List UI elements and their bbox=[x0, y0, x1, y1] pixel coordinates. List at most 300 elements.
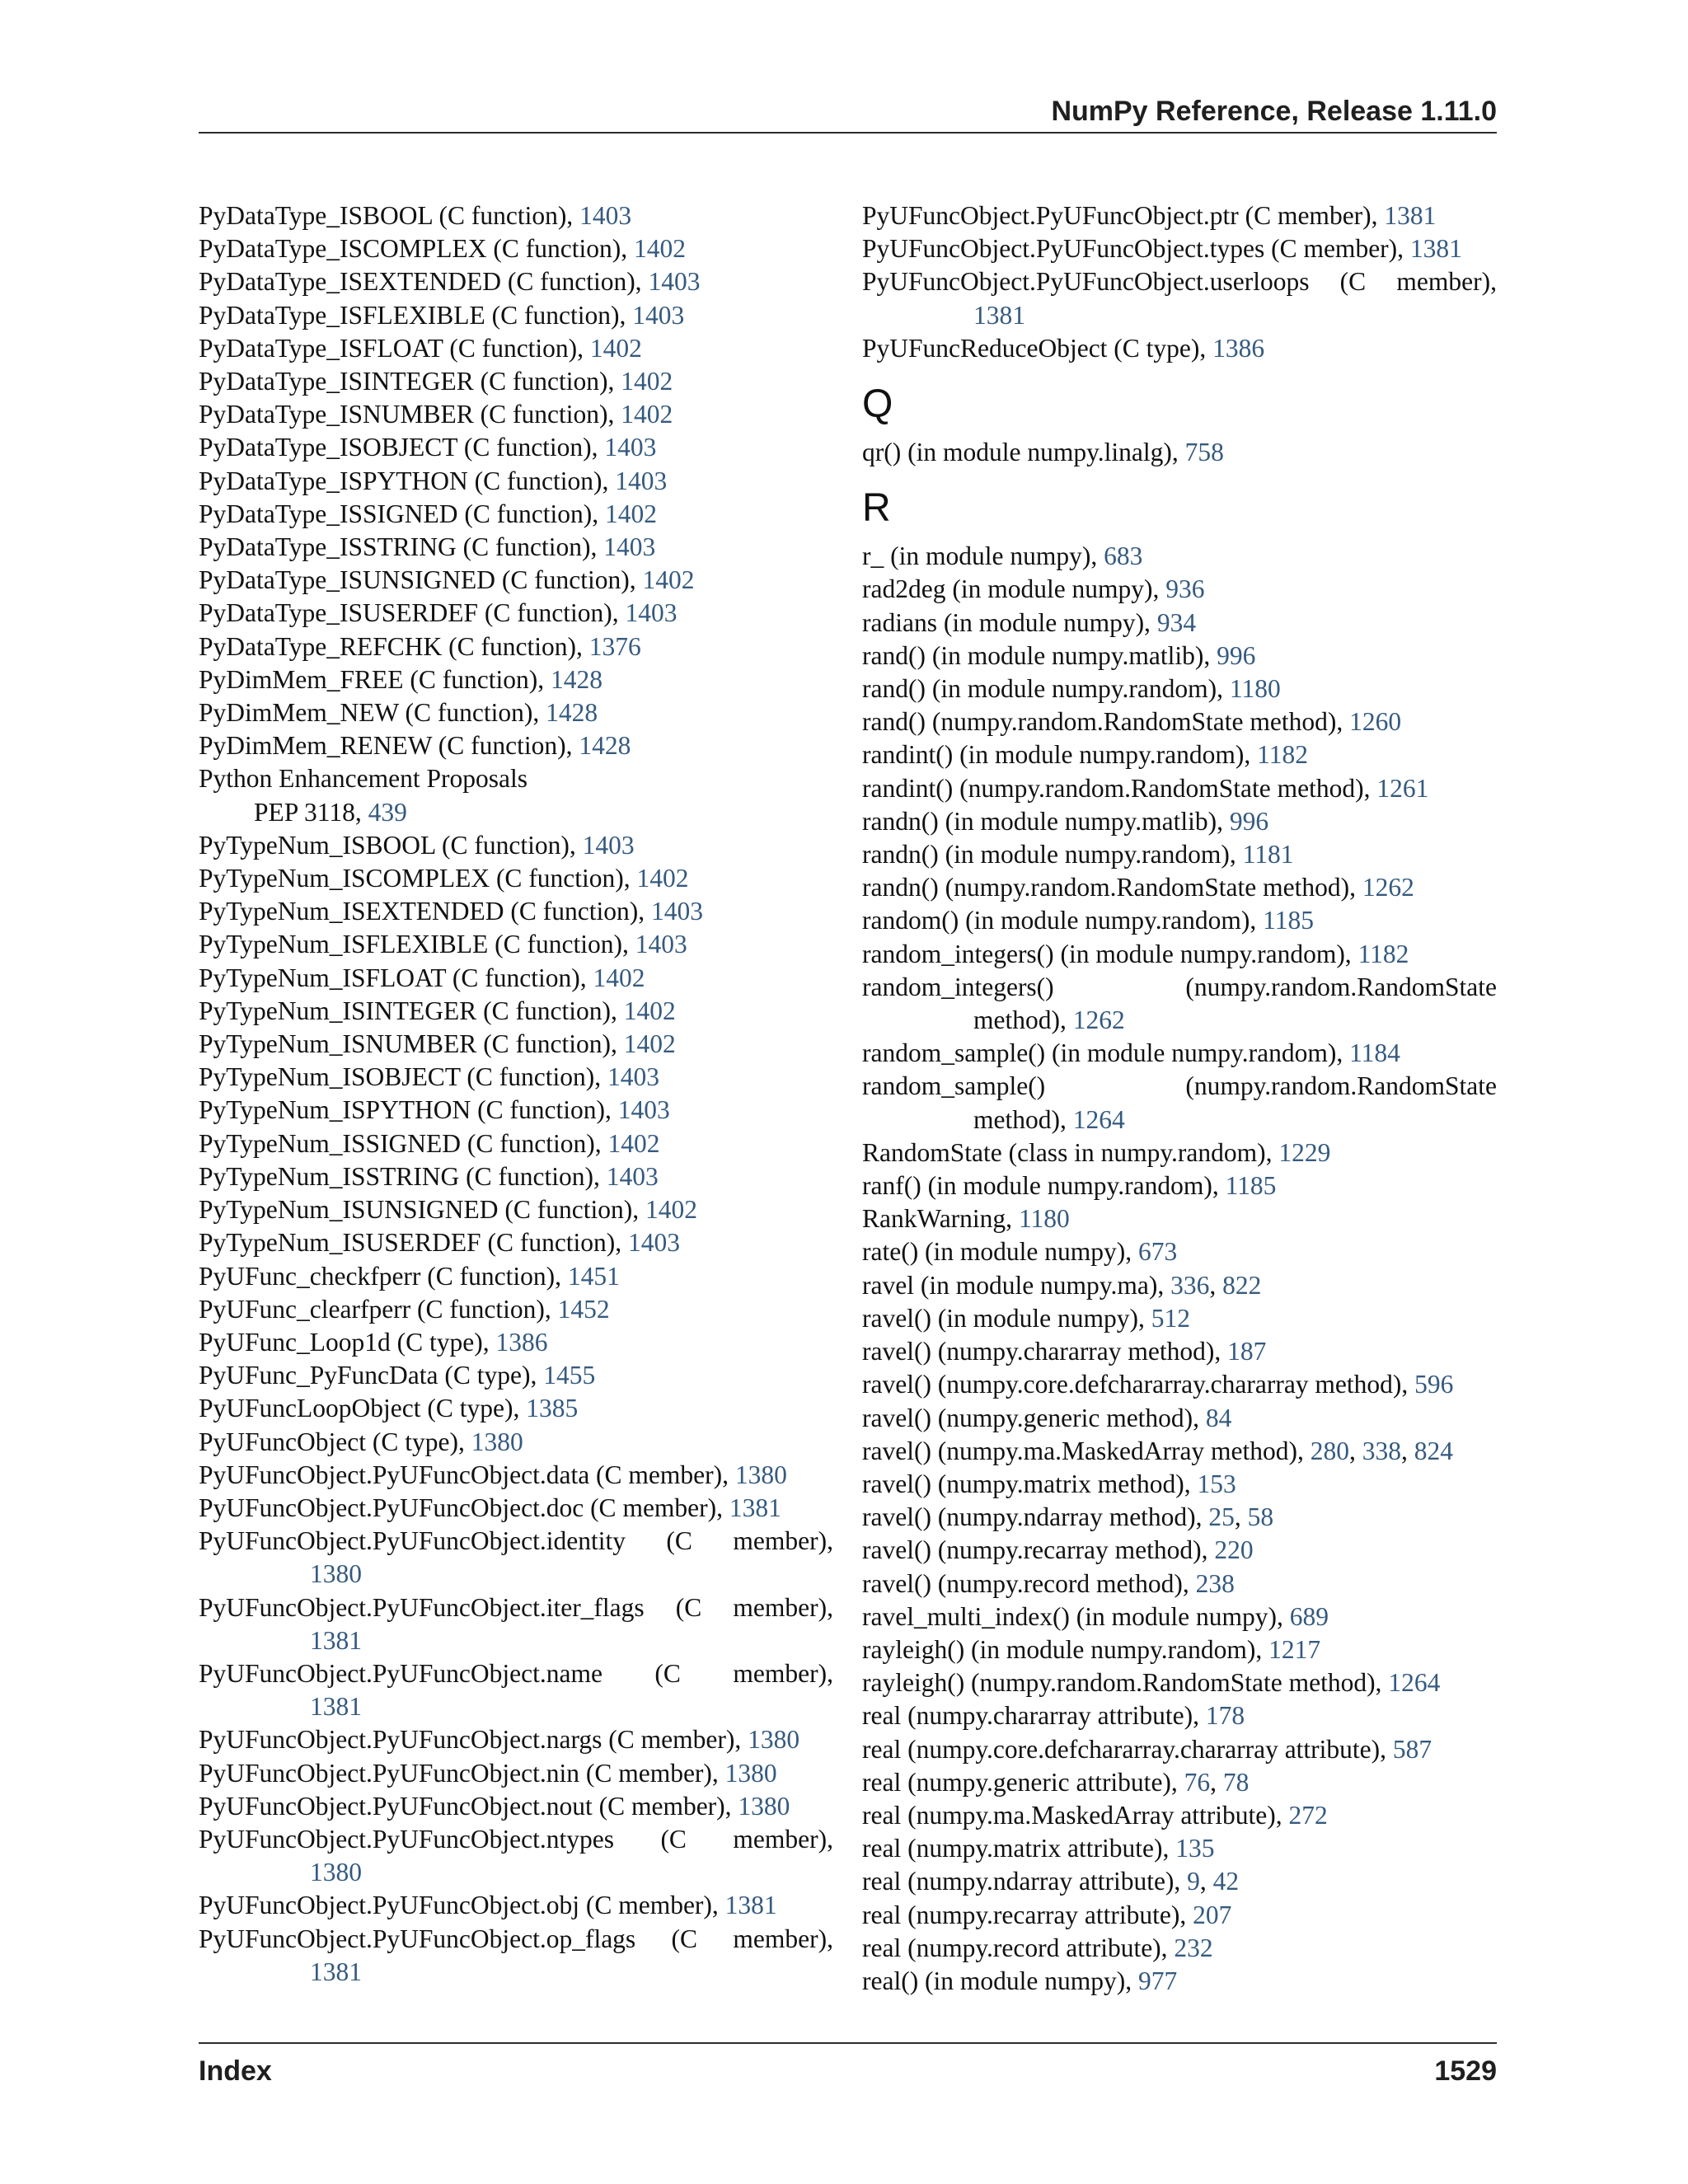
index-entry-term: PyUFuncObject.PyUFuncObject.ntypes (C member), bbox=[199, 1824, 833, 1854]
index-entry bbox=[862, 673, 1497, 705]
index-entry-term: PyUFuncObject.PyUFuncObject.obj (C member), bbox=[199, 1891, 725, 1920]
index-entry-term: PyDataType_ISUSERDEF (C function), bbox=[199, 598, 626, 628]
index-entry-term: random() (in module numpy.random), bbox=[862, 906, 1264, 935]
index-entry-term: radians (in module numpy), bbox=[862, 607, 1157, 637]
page-reference-link[interactable]: 232 bbox=[1174, 1933, 1213, 1962]
index-entry-term: Python Enhancement Proposals bbox=[199, 764, 528, 794]
page-reference-link[interactable]: 1403 bbox=[604, 433, 657, 462]
page-reference-link[interactable]: 1385 bbox=[526, 1394, 579, 1423]
page-reference-link[interactable]: 1381 bbox=[1384, 201, 1437, 230]
page-reference-link[interactable]: 1402 bbox=[604, 499, 657, 528]
page-reference-link[interactable]: 1402 bbox=[593, 963, 645, 992]
page-reference-link[interactable]: 1403 bbox=[603, 532, 656, 562]
index-entry-term: PyTypeNum_ISUNSIGNED (C function), bbox=[199, 1195, 646, 1225]
index-entry bbox=[862, 1169, 1497, 1202]
page-reference-link[interactable]: 1381 bbox=[310, 1957, 362, 1986]
page-reference-link[interactable]: 178 bbox=[1205, 1701, 1245, 1731]
page-reference-link[interactable]: 187 bbox=[1227, 1337, 1267, 1366]
page-reference-link[interactable]: 1402 bbox=[623, 996, 676, 1025]
index-entry bbox=[199, 265, 833, 298]
index-entry bbox=[199, 762, 833, 795]
index-entry bbox=[862, 838, 1497, 871]
index-entry bbox=[862, 232, 1497, 265]
index-entry bbox=[199, 796, 833, 829]
page-reference-link[interactable]: 1380 bbox=[748, 1725, 800, 1755]
index-entry bbox=[862, 436, 1497, 469]
index-entry bbox=[862, 1965, 1497, 1998]
index-entry-term: random_sample() (numpy.random.RandomState bbox=[862, 1071, 1497, 1101]
index-letter-heading: Q bbox=[862, 382, 893, 427]
index-entry-term: PyDataType_ISCOMPLEX (C function), bbox=[199, 234, 634, 264]
index-entry: ravel() (numpy.ma.MaskedArray method), 280, 338, 824 bbox=[862, 1436, 1454, 1465]
index-entry-term: PyTypeNum_ISSIGNED (C function), bbox=[199, 1128, 608, 1158]
page-reference-link[interactable]: 822 bbox=[1222, 1270, 1262, 1300]
page-reference-link[interactable]: 1260 bbox=[1349, 707, 1402, 737]
index-entry: ravel (in module numpy.ma), 336, 822 bbox=[862, 1270, 1262, 1300]
index-entry-term: PyUFuncObject.PyUFuncObject.op_flags (C member), bbox=[199, 1924, 833, 1953]
index-entry-term: PyTypeNum_ISCOMPLEX (C function), bbox=[199, 864, 637, 893]
footer-section-name: Index bbox=[199, 2055, 272, 2087]
index-entry-term: random_integers() (numpy.random.RandomState bbox=[862, 972, 1497, 1001]
index-entry-term: PyUFunc_checkfperr (C function), bbox=[199, 1261, 568, 1291]
page-reference-link[interactable]: 1381 bbox=[724, 1891, 777, 1920]
index-entry: real (numpy.generic attribute), 76, 78 bbox=[862, 1767, 1250, 1797]
page-reference-link[interactable]: 1217 bbox=[1268, 1634, 1321, 1664]
page-reference-link[interactable]: 1403 bbox=[617, 1095, 670, 1125]
index-entry-term: PyDimMem_NEW (C function), bbox=[199, 698, 546, 728]
index-entry bbox=[862, 1302, 1497, 1335]
index-entry-term: ravel() (in module numpy), bbox=[862, 1303, 1151, 1333]
page-reference-link[interactable]: 58 bbox=[1247, 1502, 1274, 1532]
page-reference-link[interactable]: 1381 bbox=[729, 1493, 781, 1522]
index-entry bbox=[862, 705, 1497, 738]
index-entry-term: RandomState (class in numpy.random), bbox=[862, 1137, 1279, 1167]
index-entry-term: rayleigh() (in module numpy.random), bbox=[862, 1634, 1269, 1664]
index-entry bbox=[862, 971, 1497, 1004]
page-reference-link[interactable]: 220 bbox=[1214, 1535, 1254, 1565]
page-reference-link[interactable]: 1182 bbox=[1257, 740, 1308, 770]
index-entry-term: PyUFunc_PyFuncData (C type), bbox=[199, 1361, 544, 1390]
page-reference-link[interactable]: 1262 bbox=[1072, 1005, 1125, 1035]
page-reference-link[interactable]: 1181 bbox=[1242, 840, 1294, 869]
index-entry-term: ravel() (numpy.chararray method), bbox=[862, 1337, 1228, 1366]
index-entry-term: ravel() (numpy.recarray method), bbox=[862, 1535, 1215, 1565]
index-entry bbox=[199, 1293, 833, 1326]
index-entry-term: PyDataType_ISFLEXIBLE (C function), bbox=[199, 300, 633, 330]
page-reference-link[interactable]: 1261 bbox=[1376, 773, 1429, 803]
index-entry bbox=[862, 1004, 1497, 1037]
index-entry bbox=[862, 1899, 1497, 1932]
index-entry bbox=[199, 1160, 833, 1193]
index-entry-term: PyDataType_ISPYTHON (C function), bbox=[199, 466, 616, 495]
index-entry-term: PyUFuncObject.PyUFuncObject.nargs (C member), bbox=[199, 1725, 748, 1755]
index-entry bbox=[199, 332, 833, 365]
page-reference-link[interactable]: 1402 bbox=[645, 1195, 698, 1225]
page-reference-link[interactable]: 1380 bbox=[310, 1559, 362, 1589]
index-entry-term: PyUFuncObject.PyUFuncObject.data (C member), bbox=[199, 1460, 735, 1489]
index-entry bbox=[862, 1699, 1497, 1732]
page-reference-link[interactable]: 689 bbox=[1289, 1601, 1329, 1631]
page-reference-link[interactable]: 1180 bbox=[1229, 674, 1281, 704]
index-entry-term: PyDataType_ISOBJECT (C function), bbox=[199, 433, 605, 462]
page-reference-link[interactable]: 1185 bbox=[1225, 1171, 1277, 1201]
page-reference-link[interactable]: 207 bbox=[1193, 1900, 1232, 1929]
index-entry bbox=[199, 597, 833, 630]
page-reference-link[interactable]: 1381 bbox=[310, 1625, 362, 1655]
page-reference-link[interactable]: 1182 bbox=[1357, 939, 1409, 968]
page-reference-link[interactable]: 1403 bbox=[606, 1161, 659, 1191]
index-entry-term: real() (in module numpy), bbox=[862, 1966, 1139, 1995]
page-reference-link[interactable]: 1386 bbox=[495, 1327, 548, 1357]
index-entry bbox=[199, 1492, 833, 1525]
index-entry bbox=[199, 1923, 833, 1956]
index-entry bbox=[862, 938, 1497, 971]
page-reference-link[interactable]: 1402 bbox=[642, 565, 695, 595]
index-entry-term: PyUFunc_Loop1d (C type), bbox=[199, 1327, 496, 1357]
index-entry bbox=[199, 729, 833, 762]
page-reference-link[interactable]: 1402 bbox=[621, 400, 673, 429]
index-entry bbox=[862, 1799, 1497, 1832]
page-reference-link[interactable]: 1402 bbox=[621, 367, 673, 396]
page-reference-link[interactable]: 1402 bbox=[623, 1029, 676, 1059]
index-entry bbox=[199, 1956, 833, 1989]
index-entry-term: rad2deg (in module numpy), bbox=[862, 574, 1166, 604]
index-entry-term: r_ (in module numpy), bbox=[862, 541, 1104, 571]
index-entry bbox=[862, 1037, 1497, 1070]
index-entry bbox=[199, 696, 833, 729]
index-entry-term: ravel() (numpy.ma.MaskedArray method), bbox=[862, 1436, 1311, 1465]
index-entry-term: real (numpy.ma.MaskedArray attribute), bbox=[862, 1800, 1289, 1830]
index-entry-term: PyUFuncObject.PyUFuncObject.ptr (C member), bbox=[862, 201, 1385, 230]
index-entry-term: real (numpy.record attribute), bbox=[862, 1933, 1175, 1962]
page-reference-link[interactable]: 1380 bbox=[724, 1758, 777, 1788]
index-entry bbox=[199, 1690, 833, 1723]
page-reference-link[interactable]: 25 bbox=[1208, 1502, 1235, 1532]
index-entry bbox=[862, 772, 1497, 805]
page-reference-link[interactable]: 336 bbox=[1170, 1270, 1210, 1300]
page-reference-link[interactable]: 1403 bbox=[648, 267, 701, 297]
index-entry-term: PyDataType_ISSTRING (C function), bbox=[199, 532, 604, 562]
page-reference-link[interactable]: 1402 bbox=[636, 864, 689, 893]
index-entry-term: PyDataType_ISNUMBER (C function), bbox=[199, 400, 621, 429]
index-entry bbox=[862, 1932, 1497, 1965]
index-entry bbox=[862, 299, 1497, 332]
page-reference-link[interactable]: 1403 bbox=[635, 930, 687, 959]
index-entry-term: real (numpy.ndarray attribute), bbox=[862, 1867, 1188, 1896]
index-entry-term: PyDataType_REFCHK (C function), bbox=[199, 631, 589, 661]
index-entry-term: randn() (in module numpy.random), bbox=[862, 840, 1243, 869]
index-entry-term: ravel() (numpy.core.defchararray.chararray method), bbox=[862, 1370, 1415, 1399]
page-reference-link[interactable]: 84 bbox=[1205, 1403, 1232, 1432]
page-reference-link[interactable]: 758 bbox=[1184, 438, 1224, 467]
page-reference-link[interactable]: 1403 bbox=[579, 201, 632, 230]
index-entry-term: PyUFuncObject (C type), bbox=[199, 1427, 471, 1456]
page-reference-link[interactable]: 1185 bbox=[1263, 906, 1314, 935]
page-reference-link[interactable]: 1428 bbox=[579, 731, 631, 761]
index-entry-term: randint() (numpy.random.RandomState method), bbox=[862, 773, 1377, 803]
index-entry bbox=[199, 1624, 833, 1657]
index-entry-term: PyDataType_ISFLOAT (C function), bbox=[199, 333, 590, 363]
page-reference-link[interactable]: 1403 bbox=[625, 598, 678, 628]
page-reference-link[interactable]: 1264 bbox=[1072, 1104, 1125, 1134]
page-reference-link[interactable]: 1184 bbox=[1349, 1038, 1400, 1068]
index-entry-term: randn() (numpy.random.RandomState method), bbox=[862, 873, 1362, 902]
index-entry bbox=[199, 1359, 833, 1392]
page-reference-link[interactable]: 78 bbox=[1222, 1767, 1250, 1797]
page-reference-link[interactable]: 1402 bbox=[634, 234, 686, 264]
page-reference-link[interactable]: 272 bbox=[1288, 1800, 1328, 1830]
index-entry-term: ravel() (numpy.record method), bbox=[862, 1568, 1196, 1598]
index-entry-term: PyTypeNum_ISUSERDEF (C function), bbox=[199, 1228, 629, 1258]
page-reference-link[interactable]: 1451 bbox=[567, 1261, 620, 1291]
index-entry-term: PEP 3118, bbox=[254, 797, 368, 827]
index-column-right bbox=[862, 199, 1497, 1998]
index-entry-term: PyTypeNum_ISPYTHON (C function), bbox=[199, 1095, 618, 1125]
index-entry bbox=[862, 1104, 1497, 1137]
index-entry bbox=[199, 398, 833, 431]
page-reference-link[interactable]: 596 bbox=[1414, 1370, 1454, 1399]
index-column-left bbox=[199, 199, 833, 1989]
index-entry-term: PyUFuncLoopObject (C type), bbox=[199, 1394, 527, 1423]
page-reference-link[interactable]: 280 bbox=[1310, 1436, 1350, 1465]
index-entry-term: PyUFuncObject.PyUFuncObject.doc (C member), bbox=[199, 1493, 729, 1522]
page-reference-link[interactable]: 1180 bbox=[1018, 1204, 1070, 1234]
index-entry bbox=[862, 640, 1497, 673]
page-reference-link[interactable]: 1402 bbox=[607, 1128, 660, 1158]
page-reference-link[interactable]: 1403 bbox=[615, 466, 668, 495]
page-reference-link[interactable]: 1262 bbox=[1362, 873, 1414, 902]
index-entry bbox=[199, 564, 833, 597]
index-entry bbox=[199, 663, 833, 696]
index-entry bbox=[862, 1568, 1497, 1601]
page-reference-link[interactable]: 1428 bbox=[546, 698, 598, 728]
page-reference-link[interactable]: 587 bbox=[1392, 1734, 1432, 1764]
index-entry bbox=[199, 232, 833, 265]
index-entry bbox=[862, 1832, 1497, 1865]
page-reference-link[interactable]: 824 bbox=[1414, 1436, 1454, 1465]
index-entry-term: PyDataType_ISSIGNED (C function), bbox=[199, 499, 605, 528]
page-reference-link[interactable]: 153 bbox=[1197, 1469, 1236, 1498]
index-entry-term: rand() (in module numpy.random), bbox=[862, 674, 1230, 704]
index-entry bbox=[199, 630, 833, 663]
page-reference-link[interactable]: 1380 bbox=[310, 1858, 362, 1887]
index-entry-term: real (numpy.recarray attribute), bbox=[862, 1900, 1193, 1929]
index-entry bbox=[862, 573, 1497, 606]
page-reference-link[interactable]: 338 bbox=[1362, 1436, 1402, 1465]
index-entry-term: randint() (in module numpy.random), bbox=[862, 740, 1258, 770]
index-entry bbox=[862, 540, 1497, 573]
index-entry bbox=[199, 1757, 833, 1790]
index-entry: real (numpy.ndarray attribute), 9, 42 bbox=[862, 1867, 1240, 1896]
index-entry-term: PyDimMem_RENEW (C function), bbox=[199, 731, 579, 761]
index-entry bbox=[862, 1235, 1497, 1268]
index-entry bbox=[862, 738, 1497, 771]
index-entry bbox=[199, 895, 833, 928]
index-entry-term: PyTypeNum_ISBOOL (C function), bbox=[199, 830, 583, 860]
index-entry-term: rand() (numpy.random.RandomState method), bbox=[862, 707, 1350, 737]
index-entry-term: real (numpy.chararray attribute), bbox=[862, 1701, 1206, 1731]
index-entry bbox=[862, 332, 1497, 365]
index-entry-term: PyUFuncObject.PyUFuncObject.nout (C member), bbox=[199, 1791, 738, 1821]
index-entry bbox=[862, 1633, 1497, 1666]
index-entry bbox=[862, 1666, 1497, 1699]
index-entry-term: PyTypeNum_ISFLOAT (C function), bbox=[199, 963, 593, 992]
index-entry-term: PyTypeNum_ISINTEGER (C function), bbox=[199, 996, 624, 1025]
index-entry bbox=[862, 1070, 1497, 1103]
page-reference-link[interactable]: 996 bbox=[1229, 806, 1269, 836]
index-entry-term: random_integers() (in module numpy.random), bbox=[862, 939, 1358, 968]
page-reference-link[interactable]: 936 bbox=[1165, 574, 1205, 604]
index-entry-term: PyUFuncObject.PyUFuncObject.identity (C member), bbox=[199, 1526, 833, 1556]
index-entry-term: randn() (in module numpy.matlib), bbox=[862, 806, 1230, 836]
page-reference-link[interactable]: 1428 bbox=[551, 664, 603, 694]
index-entry-term: PyUFuncObject.PyUFuncObject.name (C member), bbox=[199, 1658, 833, 1688]
index-entry bbox=[199, 962, 833, 995]
index-entry bbox=[862, 1601, 1497, 1633]
index-entry bbox=[199, 862, 833, 895]
page-reference-link[interactable]: 439 bbox=[368, 797, 407, 827]
index-entry-term: random_sample() (in module numpy.random), bbox=[862, 1038, 1350, 1068]
index-entry-term: ravel() (numpy.ndarray method), bbox=[862, 1502, 1209, 1532]
page-header bbox=[199, 91, 1497, 134]
index-entry bbox=[199, 498, 833, 531]
page-reference-link[interactable]: 42 bbox=[1212, 1867, 1240, 1896]
index-entry bbox=[862, 1202, 1497, 1235]
index-entry bbox=[199, 1856, 833, 1889]
index-entry-term: RankWarning, bbox=[862, 1204, 1019, 1234]
index-entry bbox=[862, 607, 1497, 640]
index-entry bbox=[862, 871, 1497, 904]
index-entry-term: ravel() (numpy.generic method), bbox=[862, 1403, 1206, 1432]
page-reference-link[interactable]: 1381 bbox=[310, 1692, 362, 1722]
index-entry-term: ravel_multi_index() (in module numpy), bbox=[862, 1601, 1290, 1631]
page-reference-link[interactable]: 1380 bbox=[734, 1460, 787, 1489]
page-reference-link[interactable]: 1403 bbox=[607, 1062, 659, 1092]
page-reference-link[interactable]: 996 bbox=[1217, 640, 1256, 670]
index-entry-term: PyDimMem_FREE (C function), bbox=[199, 664, 551, 694]
index-entry-term: real (numpy.matrix attribute), bbox=[862, 1834, 1176, 1863]
index-entry bbox=[199, 1525, 833, 1558]
index-letter-heading: R bbox=[862, 486, 891, 531]
page-reference-link[interactable]: 1402 bbox=[589, 333, 642, 363]
index-entry bbox=[199, 465, 833, 498]
index-entry bbox=[862, 805, 1497, 838]
index-entry bbox=[199, 995, 833, 1028]
index-entry-term: PyTypeNum_ISFLEXIBLE (C function), bbox=[199, 930, 635, 959]
page-reference-link[interactable]: 9 bbox=[1187, 1867, 1200, 1896]
index-entry bbox=[199, 1061, 833, 1094]
index-entry bbox=[199, 1127, 833, 1160]
index-entry-term: PyTypeNum_ISNUMBER (C function), bbox=[199, 1029, 624, 1059]
index-entry bbox=[199, 431, 833, 464]
page-reference-link[interactable]: 76 bbox=[1184, 1767, 1211, 1797]
index-entry bbox=[862, 1402, 1497, 1435]
index-entry bbox=[199, 1226, 833, 1259]
index-entry-term: rate() (in module numpy), bbox=[862, 1237, 1139, 1267]
index-entry bbox=[199, 531, 833, 564]
page-reference-link[interactable]: 1380 bbox=[471, 1427, 523, 1456]
running-header-title: NumPy Reference, Release 1.11.0 bbox=[1051, 96, 1497, 127]
index-entry-term: PyUFuncReduceObject (C type), bbox=[862, 333, 1213, 363]
index-entry bbox=[862, 1368, 1497, 1401]
index-entry bbox=[862, 1534, 1497, 1567]
index-entry-term: PyTypeNum_ISOBJECT (C function), bbox=[199, 1062, 607, 1092]
page-reference-link[interactable]: 1264 bbox=[1388, 1668, 1441, 1698]
index-entry bbox=[199, 199, 833, 232]
index-entry-term: PyDataType_ISINTEGER (C function), bbox=[199, 367, 621, 396]
page-reference-link[interactable]: 1403 bbox=[650, 897, 703, 926]
index-entry bbox=[199, 928, 833, 961]
index-entry-term: qr() (in module numpy.linalg), bbox=[862, 438, 1185, 467]
index-entry-term: ravel() (numpy.matrix method), bbox=[862, 1469, 1198, 1498]
index-entry-term: ranf() (in module numpy.random), bbox=[862, 1171, 1226, 1201]
page-reference-link[interactable]: 1455 bbox=[543, 1361, 596, 1390]
page-reference-link[interactable]: 1380 bbox=[738, 1791, 790, 1821]
index-entry-term: PyDataType_ISBOOL (C function), bbox=[199, 201, 580, 230]
page-reference-link[interactable]: 135 bbox=[1175, 1834, 1215, 1863]
index-entry-term: real (numpy.core.defchararray.chararray attribute), bbox=[862, 1734, 1393, 1764]
index-entry-term: method), bbox=[973, 1005, 1073, 1035]
page-reference-link[interactable]: 683 bbox=[1104, 541, 1143, 571]
page-reference-link[interactable]: 1386 bbox=[1212, 333, 1265, 363]
index-entry bbox=[199, 829, 833, 862]
page-reference-link[interactable]: 1403 bbox=[582, 830, 635, 860]
index-entry-term: method), bbox=[973, 1104, 1073, 1134]
index-entry bbox=[199, 1459, 833, 1492]
page-reference-link[interactable]: 1381 bbox=[973, 300, 1025, 330]
index-entry bbox=[199, 1028, 833, 1061]
index-entry bbox=[199, 1094, 833, 1127]
page-reference-link[interactable]: 934 bbox=[1156, 607, 1197, 637]
index-entry-term: PyUFuncObject.PyUFuncObject.types (C member), bbox=[862, 234, 1410, 264]
index-entry bbox=[199, 1790, 833, 1823]
index-entry bbox=[862, 1335, 1497, 1368]
index-entry-term: PyUFuncObject.PyUFuncObject.userloops (C member), bbox=[862, 267, 1497, 297]
index-entry-term: PyDataType_ISUNSIGNED (C function), bbox=[199, 565, 643, 595]
index-entry bbox=[199, 365, 833, 398]
index-entry bbox=[199, 1823, 833, 1856]
index-entry bbox=[199, 1426, 833, 1459]
page-footer bbox=[199, 2042, 1497, 2093]
index-entry bbox=[199, 1392, 833, 1425]
page-reference-link[interactable]: 1376 bbox=[588, 631, 641, 661]
index-entry bbox=[862, 199, 1497, 232]
page-reference-link[interactable]: 1403 bbox=[632, 300, 685, 330]
index-entry-term: PyUFunc_clearfperr (C function), bbox=[199, 1294, 558, 1324]
index-entry bbox=[199, 1723, 833, 1756]
index-entry-term: PyUFuncObject.PyUFuncObject.iter_flags (C member), bbox=[199, 1592, 833, 1622]
index-entry bbox=[862, 1137, 1497, 1169]
page-reference-link[interactable]: 1452 bbox=[557, 1294, 610, 1324]
index-entry-term: ravel (in module numpy.ma), bbox=[862, 1270, 1171, 1300]
page-reference-link[interactable]: 1229 bbox=[1278, 1137, 1331, 1167]
page-reference-link[interactable]: 977 bbox=[1138, 1966, 1178, 1995]
index-entry-term: PyTypeNum_ISSTRING (C function), bbox=[199, 1161, 607, 1191]
page-reference-link[interactable]: 673 bbox=[1138, 1237, 1178, 1267]
index-entry bbox=[199, 1193, 833, 1226]
index-entry-term: PyDataType_ISEXTENDED (C function), bbox=[199, 267, 649, 297]
page-reference-link[interactable]: 512 bbox=[1151, 1303, 1191, 1333]
index-entry bbox=[862, 1733, 1497, 1766]
page-reference-link[interactable]: 238 bbox=[1195, 1568, 1235, 1598]
index-entry bbox=[199, 1591, 833, 1624]
index-entry bbox=[199, 1657, 833, 1690]
index-entry bbox=[199, 1558, 833, 1591]
page-reference-link[interactable]: 1403 bbox=[628, 1228, 681, 1258]
page-reference-link[interactable]: 1381 bbox=[1409, 234, 1462, 264]
index-entry-term: PyUFuncObject.PyUFuncObject.nin (C member), bbox=[199, 1758, 725, 1788]
index-entry-term: PyTypeNum_ISEXTENDED (C function), bbox=[199, 897, 651, 926]
